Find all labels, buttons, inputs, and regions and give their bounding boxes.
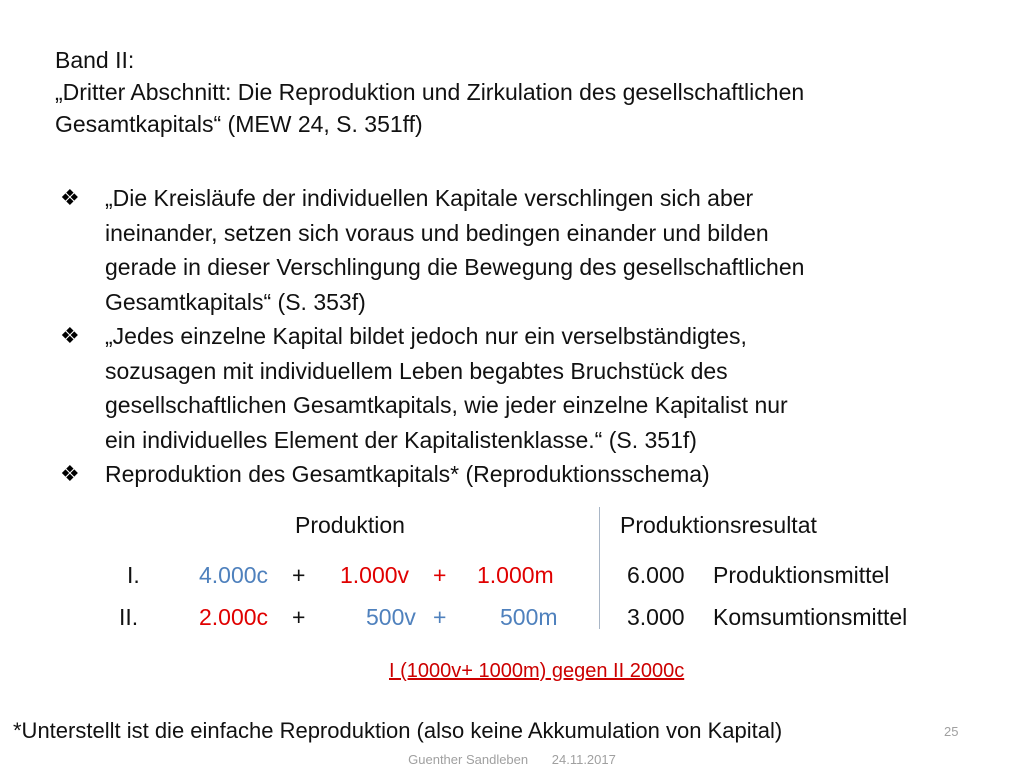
row-2-v-value: 500v	[366, 604, 416, 630]
header-produktionsresultat: Produktionsresultat	[620, 512, 817, 538]
diamond-bullet-icon: ❖	[60, 323, 80, 348]
footer-author: Guenther Sandleben	[408, 752, 529, 767]
footer-date: 24.11.2017	[551, 752, 616, 767]
bullet-line: Reproduktion des Gesamtkapitals* (Reproduktionsschema)	[105, 461, 710, 487]
bullet-line: „Die Kreisläufe der individuellen Kapitale verschlingen sich aber	[105, 185, 754, 211]
diamond-bullet-icon: ❖	[60, 185, 80, 210]
bullet-item-1	[60, 181, 990, 319]
bullet-line: Gesamtkapitals“ (S. 353f)	[105, 288, 366, 315]
footnote: *Unterstellt ist die einfache Reproduktion (also keine Akkumulation von Kapital)	[13, 718, 783, 743]
heading-line-3: Gesamtkapitals“ (MEW 24, S. 351ff)	[55, 111, 423, 137]
diamond-bullet-icon: ❖	[60, 461, 80, 486]
heading-line-2: „Dritter Abschnitt: Die Reproduktion und Zirkulation des gesellschaftlichen	[55, 79, 805, 105]
heading-line-1: Band II:	[55, 47, 135, 73]
row-1-plus-2: +	[433, 562, 447, 588]
row-2-plus-1: +	[292, 604, 306, 630]
bullet-list	[60, 181, 990, 492]
exchange-conclusion: I (1000v+ 1000m) gegen II 2000c	[389, 660, 685, 682]
row-2-plus-2: +	[433, 604, 447, 630]
row-2-label: II.	[119, 604, 139, 630]
row-2-total: 3.000	[627, 604, 685, 630]
row-1-result: Produktionsmittel	[713, 562, 890, 588]
row-2-m-value: 500m	[500, 604, 558, 630]
row-2-c-value: 2.000c	[199, 604, 269, 630]
bullet-line: ein individuelles Element der Kapitalistenklasse.“ (S. 351f)	[105, 426, 697, 453]
page-number: 25	[944, 724, 959, 739]
slide-footer	[0, 752, 1024, 767]
bullet-line: gesellschaftlichen Gesamtkapitals, wie jeder einzelne Kapitalist nur	[105, 392, 788, 418]
row-2-result: Komsumtionsmittel	[713, 604, 908, 630]
row-1-plus-1: +	[292, 562, 306, 588]
slide-heading	[55, 44, 804, 140]
row-1-v-value: 1.000v	[340, 562, 410, 588]
row-1-total: 6.000	[627, 562, 685, 588]
bullet-line: sozusagen mit individuellem Leben begabtes Bruchstück des	[105, 357, 728, 384]
row-1-label: I.	[127, 562, 140, 588]
bullet-item-2	[60, 319, 990, 457]
bullet-line: ineinander, setzen sich voraus und bedingen einander und bilden	[105, 219, 769, 246]
header-produktion: Produktion	[295, 512, 405, 538]
row-1-m-value: 1.000m	[477, 562, 554, 588]
row-1-c-value: 4.000c	[199, 562, 269, 588]
bullet-line: gerade in dieser Verschlingung die Bewegung des gesellschaftlichen	[105, 254, 805, 280]
bullet-line: „Jedes einzelne Kapital bildet jedoch nur ein verselbständigtes,	[105, 323, 747, 349]
table-divider	[599, 507, 600, 629]
bullet-item-3	[60, 457, 990, 492]
